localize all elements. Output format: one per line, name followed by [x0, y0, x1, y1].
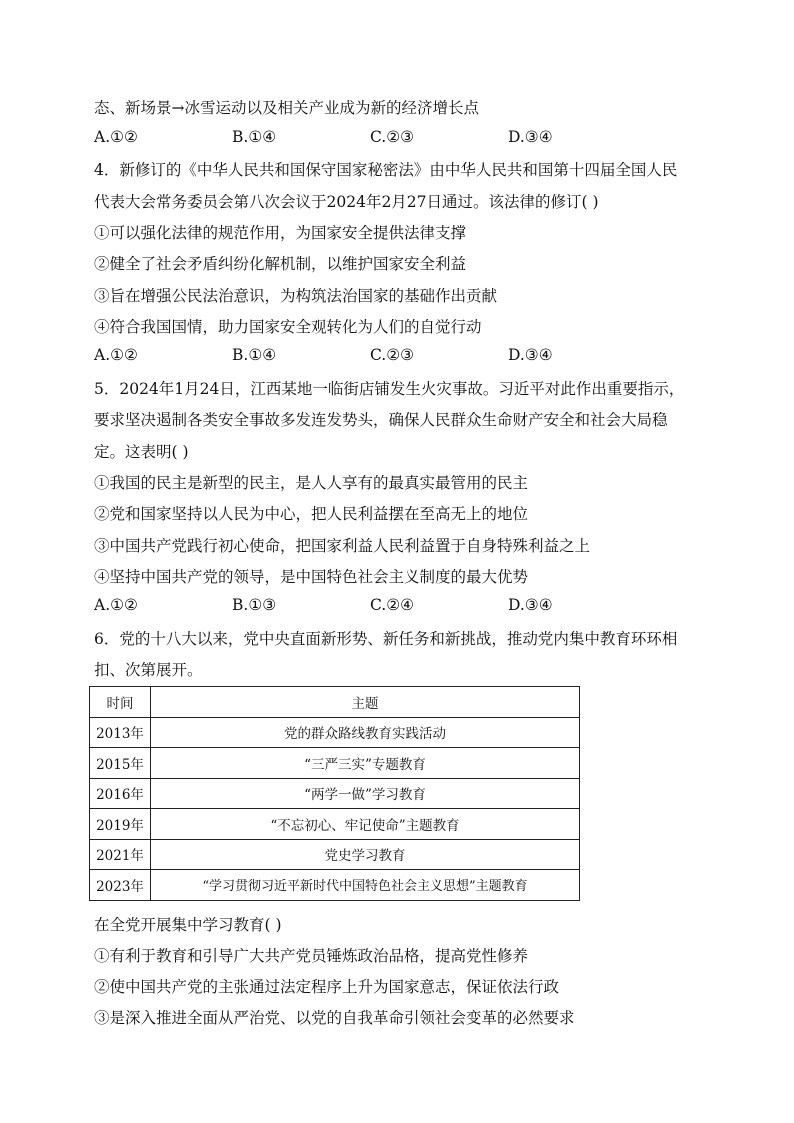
- header-topic: 主题: [151, 687, 580, 718]
- choice-d: D.③④: [508, 596, 553, 614]
- cell-topic: 党的群众路线教育实践活动: [151, 717, 580, 748]
- question-4-stem: 4．新修订的《中华人民共和国保守国家秘密法》由中华人民共和国第十四届全国人民: [94, 161, 678, 179]
- cell-year: 2023年: [90, 870, 151, 901]
- text-line: 态、新场景→冰雪运动以及相关产业成为新的经济增长点: [94, 99, 479, 117]
- table-header-row: [90, 687, 580, 718]
- cell-year: 2021年: [90, 839, 151, 870]
- table-row: [90, 839, 580, 870]
- header-time: 时间: [90, 687, 151, 718]
- question-5-stem-end: 定。这表明( ): [94, 443, 189, 461]
- statement-2: ②健全了社会矛盾纠纷化解机制，以维护国家安全利益: [94, 255, 467, 273]
- choice-b: B.①③: [232, 596, 277, 614]
- cell-topic: “三严三实”专题教育: [151, 748, 580, 779]
- choice-b: B.①④: [232, 128, 277, 146]
- statement-3: ③是深入推进全面从严治党、以党的自我革命引领社会变革的必然要求: [94, 1009, 575, 1027]
- choice-d: D.③④: [508, 346, 553, 364]
- cell-topic: “两学一做”学习教育: [151, 778, 580, 809]
- choice-a: A.①②: [94, 596, 138, 614]
- cell-year: 2013年: [90, 717, 151, 748]
- cell-year: 2016年: [90, 778, 151, 809]
- table-row: [90, 778, 580, 809]
- question-5-stem: 5．2024年1月24日，江西某地一临街店铺发生火灾事故。习近平对此作出重要指示，: [94, 380, 685, 398]
- question-6-prompt: 在全党开展集中学习教育( ): [94, 916, 282, 934]
- choice-c: C.②④: [370, 596, 415, 614]
- choice-c: C.②③: [370, 346, 415, 364]
- choice-a: A.①②: [94, 346, 138, 364]
- choice-c: C.②③: [370, 128, 415, 146]
- statement-1: ①我国的民主是新型的民主，是人人享有的最真实最管用的民主: [94, 474, 529, 492]
- statement-2: ②使中国共产党的主张通过法定程序上升为国家意志，保证依法行政: [94, 978, 560, 996]
- choice-row: [94, 596, 694, 616]
- cell-topic: 党史学习教育: [151, 839, 580, 870]
- cell-topic: “不忘初心、牢记使命”主题教育: [151, 809, 580, 840]
- choice-row: [94, 346, 694, 366]
- statement-4: ④坚持中国共产党的领导，是中国特色社会主义制度的最大优势: [94, 568, 529, 586]
- choice-b: B.①④: [232, 346, 277, 364]
- table-row: [90, 717, 580, 748]
- statement-1: ①可以强化法律的规范作用，为国家安全提供法律支撑: [94, 224, 467, 242]
- question-6-stem-cont: 扣、次第展开。: [94, 661, 203, 679]
- cell-year: 2015年: [90, 748, 151, 779]
- choice-row: [94, 128, 694, 148]
- table-row: [90, 870, 580, 901]
- statement-3: ③旨在增强公民法治意识，为构筑法治国家的基础作出贡献: [94, 287, 498, 305]
- table-row: [90, 809, 580, 840]
- cell-year: 2019年: [90, 809, 151, 840]
- question-4-stem-cont: 代表大会常务委员会第八次会议于2024年2月27日通过。该法律的修订( ): [94, 193, 599, 211]
- question-5-stem-cont: 要求坚决遏制各类安全事故多发连发势头，确保人民群众生命财产安全和社会大局稳: [94, 411, 668, 429]
- statement-3: ③中国共产党践行初心使命，把国家利益人民利益置于自身特殊利益之上: [94, 537, 591, 555]
- choice-d: D.③④: [508, 128, 553, 146]
- cell-topic: “学习贯彻习近平新时代中国特色社会主义思想”主题教育: [151, 870, 580, 901]
- table-row: [90, 748, 580, 779]
- education-table: [89, 686, 580, 901]
- choice-a: A.①②: [94, 128, 138, 146]
- question-6-stem: 6．党的十八大以来，党中央直面新形势、新任务和新挑战，推动党内集中教育环环相: [94, 630, 678, 648]
- statement-2: ②党和国家坚持以人民为中心，把人民利益摆在至高无上的地位: [94, 505, 529, 523]
- statement-4: ④符合我国国情，助力国家安全观转化为人们的自觉行动: [94, 318, 482, 336]
- statement-1: ①有利于教育和引导广大共产党员锤炼政治品格，提高党性修养: [94, 947, 529, 965]
